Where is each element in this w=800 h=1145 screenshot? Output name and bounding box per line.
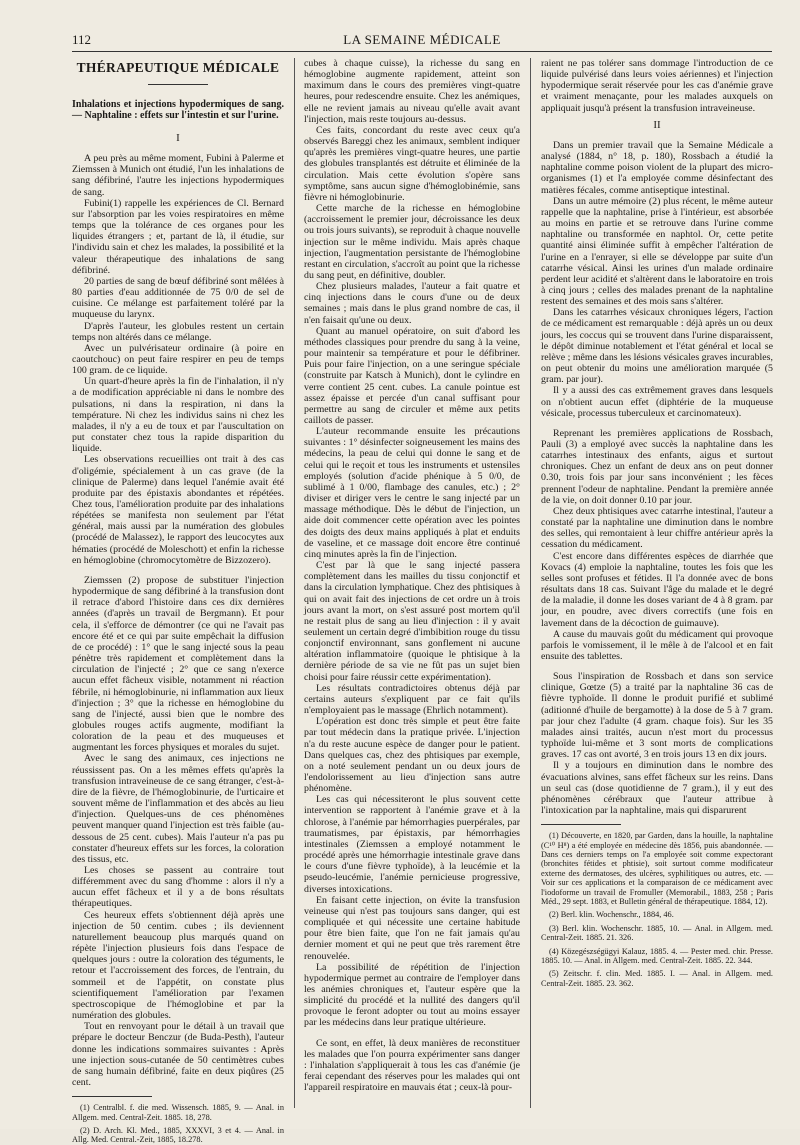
- paragraph: Chez deux phtisiques avec catarrhe intestinal, l'auteur a constaté par la naphtaline une diminution dans le nombre des selles, qui remontaient à leur chiffre antérieur après la cessation du médicament.: [541, 505, 773, 551]
- footnote: (2) Berl. klin. Wochenschr., 1884, 46.: [549, 910, 674, 920]
- paragraph: En faisant cette injection, on évite la transfusion veineuse qui n'est pas toujours sans danger, qui est compliquée et qui nécessite une certaine habitude pour être bien faite, que l'on ne fait jamais qu'au dernier moment et qui ne peut que très rarement être renouvelée.: [304, 894, 520, 962]
- paragraph: C'est par là que le sang injecté passera complètement dans les mailles du tissu conjonctif et dans la circulation lymphatique. Chez des phtisiques à qui on avait fait des injections de cet ordre un à trois jours avant la mort, on s'est assuré post mortem qu'il ne restait plus de sang au lieu d'injection : il y avait seulement un certain degré d'imbibition rouge du tissu conjonctif environnant, sans gonflement ni aucune altération inflammatoire (quoique le phtisique à la dernière période de sa vie ne fût pas un sujet bien choisi pour faire réussir cette expérimentation).: [304, 560, 520, 683]
- paragraph: Il y a toujours en diminution dans le nombre des évacuations alvines, sans effet fâcheux sur les reins. Dans un seul cas (dose quotidienne de 7 gram.), il y eut des phénomènes cérébraux que l'auteur attribue à l'intoxication par la naphtaline, mais qui disparurent: [541, 760, 773, 816]
- title-rule: [148, 84, 208, 85]
- footnote-rule: [72, 1096, 152, 1097]
- paragraph: Chez plusieurs malades, l'auteur a fait quatre et cinq injections dans le cours d'une ou de deux semaines ; mais dans le plus grand nombre de cas, il n'en faisait qu'une ou deux.: [304, 281, 520, 326]
- paragraph: Ziemssen (2) propose de substituer l'injection hypodermique de sang défibriné à la transfusion dont il retrace d'abord l'histoire dans ces dix dernières années (d'après un travail de Bergmann). Et pour cela, il s'efforce de démontrer (ce qui ne l'avait pas encore été et ce qui par suite empêchait la diffusion de ce procédé) : 1° que le sang injecté sous la peau pénètre très rapidement et complètement dans la circulation de l'injecté ; 2° que ce sang n'exerce aucun effet fâcheux visible, notamment ni réaction fébrile, ni hémoglobinurie, ni inflammation aux lieux d'injection ; 3° que la richesse en hémoglobine du sang de l'injecté, aussi bien que le nombre des globules rouges actifs augmente, modifiant la coloration de la peau et des muqueuses et augmentant les forces physiques et morales du sujet.: [72, 574, 284, 754]
- paragraph: Ces faits, concordant du reste avec ceux qu'a observés Bareggi chez les animaux, semblent indiquer qu'après les premières vingt-quatre heures, une partie des globules transplantés est détruite et éliminée de la circulation. Mais cette évolution s'opère sans symptôme, sans aucun signe d'hémoglobinémie, sans fièvre ni hémoglobinurie.: [304, 124, 520, 203]
- paragraph: Les choses se passent au contraire tout différemment avec du sang d'homme : alors il n'y a aucun effet fâcheux et il y a de bons résultats thérapeutiques.: [72, 865, 284, 910]
- paragraph: Il y a aussi des cas extrêmement graves dans lesquels on n'obtient aucun effet (diphtérie de la muqueuse vésicale, processus tuberculeux et carcinomateux).: [541, 385, 773, 419]
- column-divider: [530, 58, 531, 1108]
- paragraph: Fubini(1) rappelle les expériences de Cl. Bernard sur l'absorption par les voies respiratoires en même temps que la tolérance de ces organes pour les liquides étrangers ; et, partant de là, il étudie, sur l'individu sain et chez les malades, la possibilité et la valeur thérapeutique des inhalations de sang défibriné.: [72, 197, 284, 276]
- column-2: [304, 58, 520, 1118]
- paragraph: Dans un autre mémoire (2) plus récent, le même auteur rappelle que la naphtaline, prise à l'intérieur, est absorbée au moins en partie et se retrouve dans l'urine comme naphtaline ou transformée en naphtol. Or, cette petite quantité ainsi éliminée suffit à empêcher l'altération de l'urine en a l'enrayer, si elle se développe par suite d'un catarrhe vésical. Ainsi les urines d'un malade ordinaire perdent leur acidité et s'altèrent dans le laboratoire en trois à cinq jours ; celles des malades prenant de la naphtaline restent des semaines et des mois sans s'altérer.: [541, 195, 773, 308]
- paragraph: Quant au manuel opératoire, on suit d'abord les méthodes classiques pour prendre du sang à la veine, pour maintenir sa température et pour le défibriner. Puis pour faire l'injection, on a une seringue spéciale (construite par Katsch à Munich), dont le cylindre en verre contient 25 cent. cubes. La canule pointue est assez épaisse et percée d'un canal suffisant pour permettre au sang de circuler et même aux petits caillots de passer.: [304, 325, 520, 426]
- paragraph: Ce sont, en effet, là deux manières de reconstituer les malades que l'on pourra expérimenter sans danger : l'inhalation s'appliquerait à tous les cas d'anémie (je ferai cependant des réserves pour les malades qui ont l'appareil respiratoire en mauvais état ; ceux-là pour-: [304, 1037, 520, 1094]
- part-numeral: II: [653, 118, 661, 131]
- paragraph: Ces heureux effets s'obtiennent déjà après une injection de 50 centim. cubes ; ils deviennent naturellement beaucoup plus marqués quand on répète l'injection plusieurs fois dans l'espace de quelques jours : outre la coloration des téguments, le retour et l'accroissement des forces, de l'entrain, du sommeil et de l'appétit, on constate plus scientifiquement l'amélioration par l'examen spectroscopique de l'hémoglobine et par la numération des globules.: [72, 909, 284, 1022]
- paragraph: Les observations recueillies ont trait à des cas d'oligémie, spécialement à un cas grave (de la clinique de Palerme) dans lequel l'anémie avait été produite par des épistaxis abondantes et répétées. Chez tous, l'amélioration produite par des inhalations répétées se manifesta non seulement par l'état général, mais aussi par la numération des globules (procédé de Malassez), le rapport des leucocytes aux hématies (procédé de Moleschott) et enfin la richesse en hémoglobine (chromocytomètre de Bizzozero).: [72, 454, 284, 566]
- paragraph: Sous l'inspiration de Rossbach et dans son service clinique, Gœtze (5) a traité par la naphtaline 36 cas de fièvre typhoïde. Il donne le produit purifié et sublimé (aditionné d'huile de bergamotte) à la dose de 5 à 7 gram. par jour chez l'adulte (4 gram. chaque fois). Sur les 35 malades ainsi traités, aucun n'est mort du processus typhoïde lui-même et 3 sont morts de complications graves. 17 cas ont avorté, 3 en trois jours 13 en dix jours.: [541, 671, 773, 761]
- article-subtitle: Inhalations et injections hypodermiques de sang. — Naphtaline : effets sur l'intestin et sur l'urine.: [72, 99, 284, 121]
- footnote: (5) Zeitschr. f. clin. Med. 1885. I. — Anal. in Allgem. med. Central-Zeit. 1885. 23. 362.: [541, 969, 773, 988]
- footnote: (3) Berl. klin. Wochenschr. 1885, 10. — Anal. in Allgem. med. Central-Zeit. 1885. 21. 326.: [541, 923, 773, 943]
- footnote: (1) Découverte, en 1820, par Garden, dans la houille, la naphtaline (C¹⁰ H⁸) a été employée en médecine dès 1856, puis abandonnée. — Dans ces derniers temps on l'a employée soit comme expectorant (bronchites fétides et phtisie), soit surtout comme modificateur externe des dermatoses, des ulcères, syphilitiques ou autres, etc. — Voir sur ces applications et la comparaison de ce médicament avec l'iodoforme un travail de Fromuller (Memorabil., 1883, 258 ; Paris Méd., 29 sept. 1883, et Bulletin général de thérapeutique. 1884, 12).: [541, 831, 773, 906]
- paragraph: Cette marche de la richesse en hémoglobine (accroissement le premier jour, décroissance les deux ou trois jours suivants), se reproduit à chaque nouvelle injection sur le même individu. Mais après chaque injection, l'augmentation persistante de l'hémoglobine restant en circulation, s'accroît au point que la richesse du sang peut, en définitive, doubler.: [304, 203, 520, 281]
- column-divider: [294, 58, 295, 1108]
- paragraph: Un quart-d'heure après la fin de l'inhalation, il n'y a de modification appréciable ni dans le nombre des pulsations, ni dans la respiration, ni dans la température. Ni chez les individus sains ni chez les malades, il n'y a eu de toux et par l'auscultation on put constater chez tous la rapide disparition du liquide.: [72, 376, 284, 455]
- paragraph: Avec un pulvérisateur ordinaire (à poire en caoutchouc) on peut faire respirer en peu de temps 100 gram. de ce liquide.: [72, 342, 284, 377]
- paragraph: Reprenant les premières applications de Rossbach, Pauli (3) a employé avec succès la naphtaline dans les catarrhes intestinaux des enfants, aigus et surtout chroniques. Chez un enfant de deux ans on peut donner 0.30, trois fois par jour sans inconvénient ; les fèces prennent l'odeur de naphtaline. Pendant la première année de la vie, on doit donner 0.10 par jour.: [541, 427, 773, 506]
- footnote: (1) Centralbl. f. die med. Wissensch. 1885, 9. — Anal. in Allgem. med. Central-Zeit. 1885. 18, 278.: [72, 1103, 284, 1122]
- paragraph: Tout en renvoyant pour le détail à un travail que prépare le docteur Benczur (de Buda-Pesth), l'auteur donne les indications sommaires suivantes : Après une injection sous-cutanée de 50 centimètres cubes de sang humain défibriné, faite en deux piqûres (25 cent.: [72, 1021, 284, 1088]
- paragraph: Les résultats contradictoires obtenus déjà par certains auteurs s'expliquent par ce fait qu'ils n'employaient pas le massage (Ehrlich notamment).: [304, 682, 520, 717]
- column-1: [72, 58, 284, 1145]
- footnote: (2) D. Arch. Kl. Med., 1885, XXXVI, 3 et 4. — Anal. in Allg. Med. Central.-Zeit, 1885, 18.278.: [72, 1125, 284, 1145]
- part-numeral: I: [176, 132, 180, 144]
- paragraph: Avec le sang des animaux, ces injections ne réussissent pas. On a les mêmes effets qu'après la transfusion intraveineuse de ce sang étranger, c'est-à-dire de la fièvre, de l'hémoglobinurie, de l'urticaire et souvent même de l'inflammation et des abcès au lieu d'injection. Quelques-uns de ces phénomènes peuvent manquer quand l'injection est très faible (au-dessous de 25 cent. cubes). Mais l'auteur n'a pas pu constater d'heureux effets sur les forces, la coloration des tissus, etc.: [72, 753, 284, 865]
- paragraph: Dans les catarrhes vésicaux chroniques légers, l'action de ce médicament est remarquable : déjà après un ou deux jours, les coccus qui se trouvent dans l'urine disparaissent, le dépôt diminue notablement et l'état général et local se relève ; même dans les lésions vésicales graves incurables, on peut obtenir du moins une amélioration marquée (5 gram. par jour).: [541, 307, 773, 386]
- journal-title: LA SEMAINE MÉDICALE: [343, 32, 501, 47]
- footnote: (4) Közegészségügyi Kalauz, 1885. 4. — Pester med. chir. Presse. 1885. 10. — Anal. in Allgem. med. Central-Zeit. 1885. 22. 344.: [541, 946, 773, 966]
- paragraph: A cause du mauvais goût du médicament qui provoque parfois le vomissement, il le mêle à de l'alcool et en fait ensuite des tablettes.: [541, 628, 773, 662]
- paragraph: La possibilité de répétition de l'injection hypodermique permet au contraire de l'employer dans les anémies chroniques et, l'auteur espère que la simplicité du procédé et la nullité des dangers qu'il provoque le feront adopter ou tout au moins essayer par les médecins dans leur pratique ultérieure.: [304, 961, 520, 1029]
- paragraph: raient ne pas tolérer sans dommage l'introduction de ce liquide pulvérisé dans leurs voies aériennes) et l'injection hypodermique serait réservée pour les cas d'anémie grave et vraiment menaçante, pour les malades auxquels on appliquait jusqu'à présent la transfusion intraveineuse.: [541, 58, 773, 114]
- paragraph: D'après l'auteur, les globules restent un certain temps non altérés dans ce mélange.: [72, 320, 284, 343]
- column-3: [541, 58, 773, 1118]
- section-title: THÉRAPEUTIQUE MÉDICALE: [76, 60, 280, 75]
- paragraph: C'est encore dans différentes espèces de diarrhée que Kovacs (4) emploie la naphtaline, toutes les fois que les selles sont profuses et fétides. Il l'a donnée avec de bons résultats dans 18 cas. Suivant l'âge du malade et le degré de la maladie, il donne les doses variant de 4 à 8 gram. par jour, en poudre, avec divers correctifs (une fois en lavement dans de la décoction de guimauve).: [541, 550, 773, 629]
- page-number: 112: [72, 32, 92, 47]
- paragraph: 20 parties de sang de bœuf défibriné sont mêlées à 80 parties d'eau additionnée de 75 0/0 de sel de cuisine. Ce mélange est parfaitement toléré par la muqueuse du larynx.: [72, 275, 284, 321]
- paragraph: L'opération est donc très simple et peut être faite par tout médecin dans la pratique privée. L'injection n'a du reste aucune espèce de danger pour le patient. Dans quelques cas, chez des phtisiques par exemple, on a noté seulement pendant un ou deux jours de l'endolorissement au lieu d'injection sans autre phénomène.: [304, 716, 520, 795]
- paragraph: L'auteur recommande ensuite les précautions suivantes : 1° désinfecter soigneusement les mains des médecins, la peau de celui qui donne le sang et de celui qui le reçoit et tous les instruments et ustensiles employés (solution d'acide phénique à 5 0/0, de sublimé à 1 0/00, flambage des canules, etc.) ; 2° diviser et diriger vers le centre le sang injecté par un massage méthodique. Dès le début de l'injection, un aide doit commencer cette opération avec les pointes des doigts des deux mains appliqués à plat et enduits de vaseline, et ce massage doit encore être continué cinq minutes après la fin de l'injection.: [304, 426, 520, 560]
- footnote-rule: [541, 824, 621, 825]
- paragraph: A peu près au même moment, Fubini à Palerme et Ziemssen à Munich ont étudié, l'un les inhalations de sang défibriné, l'autre les injections hypodermiques de sang.: [72, 153, 284, 198]
- paragraph: Dans un premier travail que la Semaine Médicale a analysé (1884, n° 18, p. 180), Rossbach a étudié la naphtaline comme poison violent de la plupart des micro-organismes (1) et l'a employée comme désinfectant des matières fécales, comme antiseptique intestinal.: [541, 139, 773, 196]
- paragraph: cubes à chaque cuisse), la richesse du sang en hémoglobine augmente rapidement, atteint son maximum dans le cours des premières vingt-quatre heures, pour redescendre ensuite. Chez les anémiques, elle ne revient jamais au niveau qu'elle avait avant l'injection, mais reste toujours au-dessus.: [304, 58, 520, 125]
- page-header: [72, 32, 772, 50]
- header-rule: [72, 51, 772, 52]
- paragraph: Les cas qui nécessiteront le plus souvent cette intervention se rapportent à l'anémie grave et à la chlorose, à l'anémie par hémorrhagies puerpérales, par traumatismes, par épistaxis, par hémorrhagies intestinales (Ziemssen a employé notamment le procédé après une hémorrhagie intestinale grave dans le cours d'une fièvre typhoïde), à la leucémie et la pseudo-leucémie, l'anémie pernicieuse progressive, diverses intoxications.: [304, 794, 520, 895]
